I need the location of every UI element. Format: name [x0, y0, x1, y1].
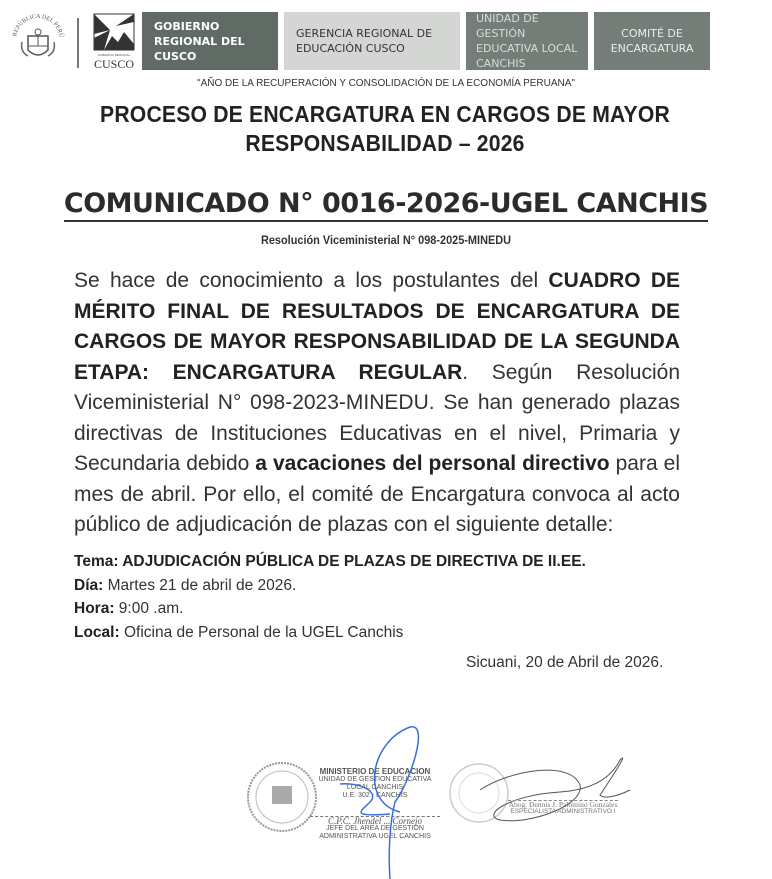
title-line-1: PROCESO DE ENCARGATURA EN CARGOS DE MAYOR	[100, 101, 670, 127]
sig1-name: C.P.C. Jhendel ... Cornejo	[310, 816, 440, 825]
sig2-role: ESPECIALISTA ADMINISTRATIVO I	[510, 808, 616, 815]
detail-value: Oficina de Personal de la UGEL Canchis	[119, 623, 404, 641]
year-motto: "AÑO DE LA RECUPERACIÓN Y CONSOLIDACIÓN DE LA ECONOMÍA PERUANA"	[197, 78, 575, 89]
detail-label: Local:	[74, 623, 120, 641]
svg-text:CUSCO: CUSCO	[93, 57, 135, 70]
sig1-ue: U.E. 302 - CANCHIS	[342, 792, 408, 799]
body-bold-text: a vacaciones del personal directivo	[255, 452, 610, 475]
handwritten-signature-1-icon	[300, 722, 460, 879]
svg-text:REPÚBLICA DEL PERÚ: REPÚBLICA DEL PERÚ	[12, 13, 64, 39]
sig2-name: Abog. Dennis J. Palomino Gonzales	[508, 800, 618, 809]
header-box-gerencia-regional: GERENCIA REGIONAL DE EDUCACIÓN CUSCO	[284, 12, 460, 70]
body-paragraph	[74, 266, 680, 541]
detail-local	[74, 621, 694, 645]
detail-value: 9:00 .am.	[114, 600, 184, 617]
svg-text:GOBIERNO REGIONAL: GOBIERNO REGIONAL	[97, 53, 131, 57]
sig1-role: JEFE DEL AREA DE GESTION ADMINISTRATIVA UGEL CANCHIS	[319, 825, 431, 840]
detail-label: Hora:	[74, 600, 115, 617]
detail-tema	[74, 550, 694, 574]
sig1-institution: MINISTERIO DE EDUCACION	[319, 767, 431, 776]
detail-hora	[74, 597, 694, 621]
peru-coat-of-arms-icon	[8, 10, 68, 70]
detail-dia	[74, 574, 694, 598]
resolution-reference: Resolución Viceministerial N° 098-2025-MINEDU	[260, 235, 512, 247]
signature-2-block	[508, 800, 618, 815]
event-details	[74, 550, 694, 644]
document-title	[68, 100, 703, 158]
header-box-comite: COMITÉ DE ENCARGATURA	[594, 12, 710, 70]
cusco-logo-icon	[90, 12, 138, 70]
body-text: . Según Resolución Viceministerial N° 098-2023-MINEDU. Se han generado plazas directivas de Instituciones Educativas en el nivel, Primaria y Secundaria debido	[74, 360, 680, 475]
place-and-date: Sicuani, 20 de Abril de 2026.	[466, 654, 664, 671]
comunicado-heading	[0, 188, 772, 219]
body-bold-text: CUADRO DE MÉRITO FINAL DE RESULTADOS DE ENCARGATURA DE CARGOS DE MAYOR RESPONSABILIDAD DE LA SEGUNDA ETAPA: ENCARGATURA REGULAR	[74, 269, 681, 384]
body-text: Se hace de conocimiento a los postulantes del	[74, 269, 549, 292]
handwritten-signature-2-icon	[470, 750, 640, 835]
detail-value: Martes 21 de abril de 2026.	[103, 576, 297, 594]
title-line-2: RESPONSABILIDAD – 2026	[245, 130, 525, 156]
detail-label: Tema:	[74, 553, 123, 570]
detail-value: ADJUDICACIÓN PÚBLICA DE PLAZAS DE DIRECTIVA DE II.EE.	[122, 553, 586, 570]
header-box-ugel: UNIDAD DE GESTIÓN EDUCATIVA LOCAL CANCHIS	[466, 12, 588, 70]
comunicado-number: COMUNICADO N° 0016-2026-UGEL CANCHIS	[64, 188, 708, 222]
body-text: para el mes de abril. Por ello, el comité de Encargatura convoca al acto público de adjudicación de plazas con el siguiente detalle:	[74, 452, 680, 536]
sig1-unit: UNIDAD DE GESTION EDUCATIVA LOCAL CANCHIS	[318, 776, 432, 791]
header-divider	[77, 18, 79, 68]
header-box-gobierno-regional: GOBIERNO REGIONAL DEL CUSCO	[142, 12, 278, 70]
detail-label: Día:	[74, 576, 104, 594]
